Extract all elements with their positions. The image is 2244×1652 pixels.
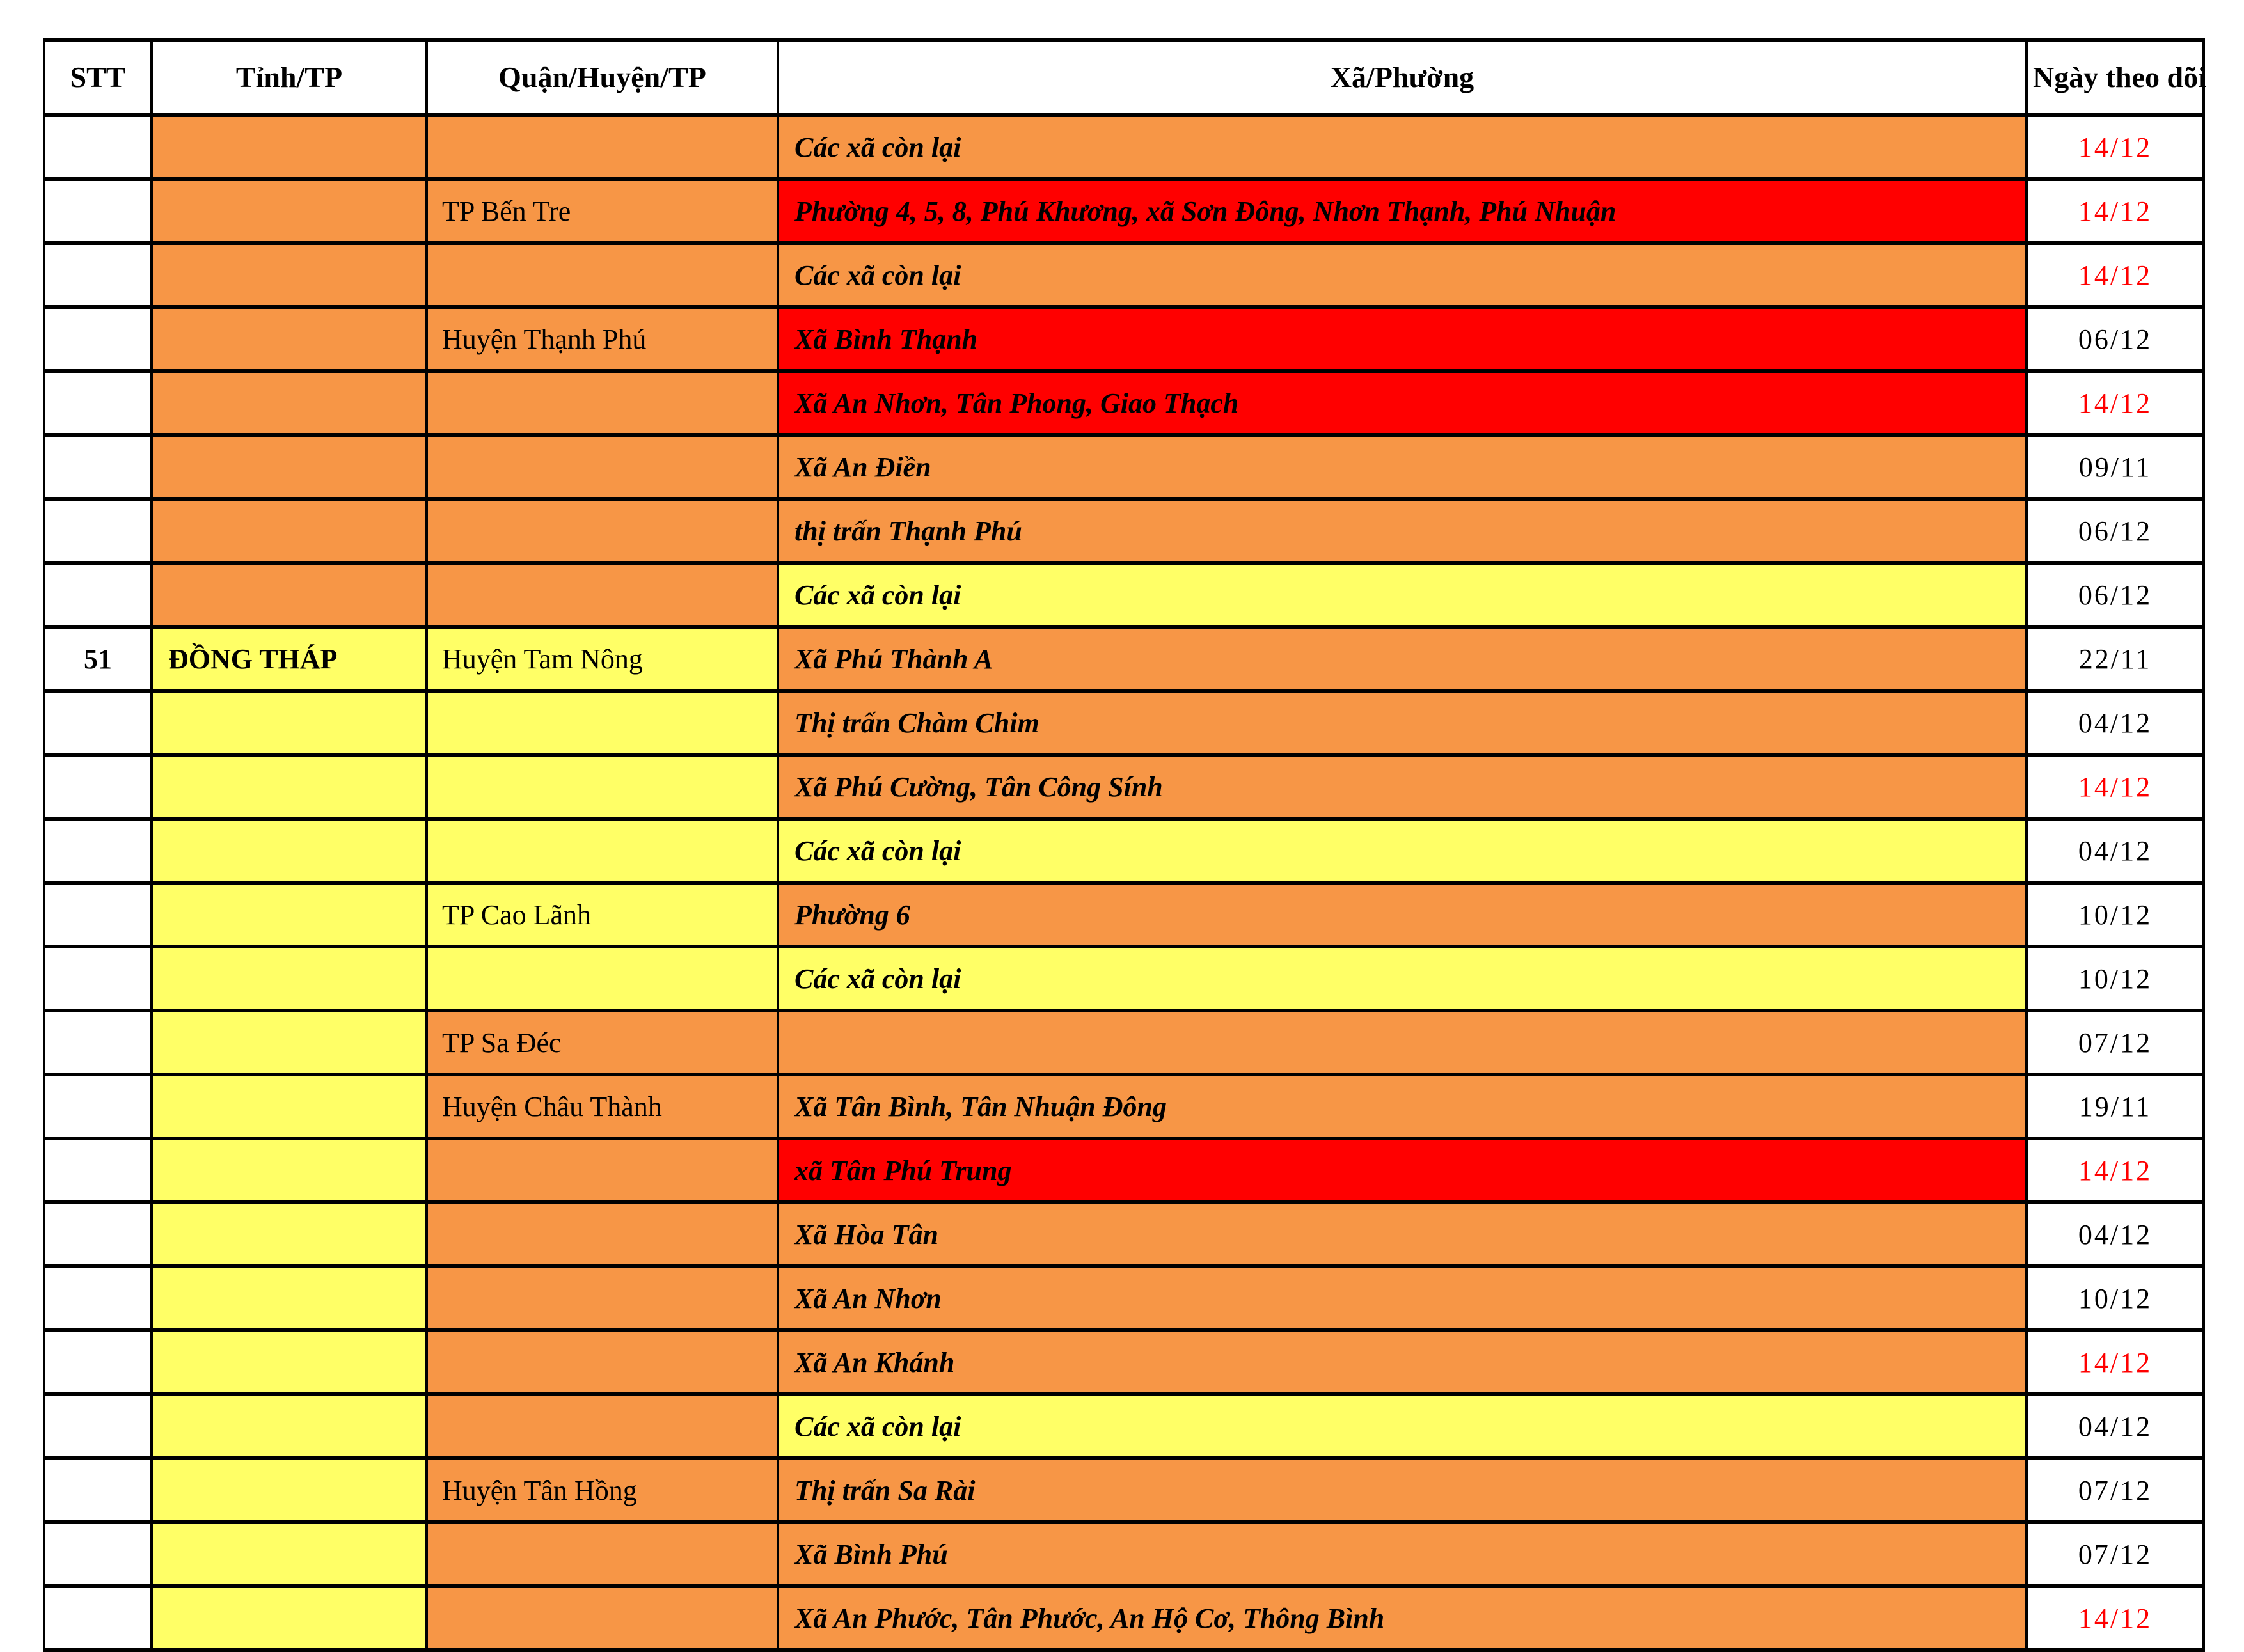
ward-cell: Các xã còn lại — [778, 1394, 2027, 1458]
table-row — [44, 499, 2204, 563]
table-row — [44, 179, 2204, 243]
table-row — [44, 1011, 2204, 1074]
follow-date-cell: 14/12 — [2027, 179, 2204, 243]
ward-cell: Thị trấn Chàm Chim — [778, 691, 2027, 755]
stt-cell — [44, 947, 152, 1011]
ward-cell: Xã Hòa Tân — [778, 1202, 2027, 1266]
ward-cell: Xã An Nhơn — [778, 1266, 2027, 1330]
table-row — [44, 947, 2204, 1011]
header-district: Quận/Huyện/TP — [427, 40, 778, 115]
province-cell — [152, 563, 427, 627]
follow-date-cell: 22/11 — [2027, 627, 2204, 691]
stt-cell — [44, 1138, 152, 1202]
follow-date-cell: 10/12 — [2027, 1266, 2204, 1330]
zone-table-wrap — [43, 38, 2205, 1652]
district-cell — [427, 1202, 778, 1266]
province-cell — [152, 691, 427, 755]
stt-cell — [44, 1330, 152, 1394]
stt-cell — [44, 1011, 152, 1074]
district-cell: Huyện Thạnh Phú — [427, 307, 778, 371]
header-ward: Xã/Phường — [778, 40, 2027, 115]
header-follow-date: Ngày theo dõi — [2027, 40, 2204, 115]
province-cell — [152, 1330, 427, 1394]
table-row — [44, 1266, 2204, 1330]
province-cell — [152, 499, 427, 563]
header-province: Tỉnh/TP — [152, 40, 427, 115]
ward-cell: Các xã còn lại — [778, 115, 2027, 179]
table-row — [44, 819, 2204, 883]
table-row — [44, 691, 2204, 755]
ward-cell: Các xã còn lại — [778, 819, 2027, 883]
table-row — [44, 1394, 2204, 1458]
table-row — [44, 307, 2204, 371]
district-cell — [427, 819, 778, 883]
district-cell — [427, 947, 778, 1011]
stt-cell — [44, 435, 152, 499]
table-row — [44, 1202, 2204, 1266]
stt-cell — [44, 1202, 152, 1266]
table-body — [44, 115, 2204, 1650]
province-cell — [152, 1266, 427, 1330]
stt-cell — [44, 243, 152, 307]
follow-date-cell: 14/12 — [2027, 243, 2204, 307]
zone-table — [43, 38, 2205, 1652]
stt-cell — [44, 819, 152, 883]
district-cell — [427, 115, 778, 179]
follow-date-cell: 07/12 — [2027, 1522, 2204, 1586]
stt-cell — [44, 1394, 152, 1458]
header-stt: STT — [44, 40, 152, 115]
follow-date-cell: 14/12 — [2027, 755, 2204, 819]
district-cell — [427, 1330, 778, 1394]
ward-cell: Các xã còn lại — [778, 563, 2027, 627]
table-row — [44, 1330, 2204, 1394]
stt-cell — [44, 499, 152, 563]
province-cell — [152, 243, 427, 307]
province-cell — [152, 1458, 427, 1522]
table-row — [44, 883, 2204, 947]
ward-cell: Xã Tân Bình, Tân Nhuận Đông — [778, 1074, 2027, 1138]
province-cell — [152, 115, 427, 179]
district-cell: Huyện Châu Thành — [427, 1074, 778, 1138]
follow-date-cell: 09/11 — [2027, 435, 2204, 499]
district-cell — [427, 1266, 778, 1330]
follow-date-cell: 06/12 — [2027, 563, 2204, 627]
follow-date-cell: 14/12 — [2027, 371, 2204, 435]
follow-date-cell: 04/12 — [2027, 691, 2204, 755]
table-row — [44, 1586, 2204, 1650]
province-cell — [152, 947, 427, 1011]
follow-date-cell: 19/11 — [2027, 1074, 2204, 1138]
province-cell — [152, 1138, 427, 1202]
table-row — [44, 755, 2204, 819]
district-cell — [427, 1138, 778, 1202]
follow-date-cell: 04/12 — [2027, 1202, 2204, 1266]
district-cell — [427, 563, 778, 627]
province-cell — [152, 819, 427, 883]
follow-date-cell: 06/12 — [2027, 307, 2204, 371]
province-cell — [152, 1394, 427, 1458]
stt-cell — [44, 1522, 152, 1586]
follow-date-cell: 07/12 — [2027, 1458, 2204, 1522]
table-row — [44, 627, 2204, 691]
ward-cell: Xã An Điền — [778, 435, 2027, 499]
stt-cell — [44, 371, 152, 435]
province-cell — [152, 371, 427, 435]
district-cell — [427, 1586, 778, 1650]
follow-date-cell: 14/12 — [2027, 1586, 2204, 1650]
province-cell — [152, 755, 427, 819]
ward-cell: Xã Phú Cường, Tân Công Sính — [778, 755, 2027, 819]
ward-cell: Xã An Nhơn, Tân Phong, Giao Thạch — [778, 371, 2027, 435]
table-row — [44, 1458, 2204, 1522]
district-cell: TP Cao Lãnh — [427, 883, 778, 947]
stt-cell — [44, 755, 152, 819]
follow-date-cell: 14/12 — [2027, 1330, 2204, 1394]
province-cell — [152, 1074, 427, 1138]
district-cell: TP Bến Tre — [427, 179, 778, 243]
table-row — [44, 435, 2204, 499]
table-header — [44, 40, 2204, 115]
district-cell — [427, 499, 778, 563]
stt-cell — [44, 1458, 152, 1522]
table-row — [44, 371, 2204, 435]
province-cell — [152, 435, 427, 499]
ward-cell — [778, 1011, 2027, 1074]
ward-cell: Xã An Phước, Tân Phước, An Hộ Cơ, Thông Bình — [778, 1586, 2027, 1650]
district-cell: TP Sa Đéc — [427, 1011, 778, 1074]
district-cell — [427, 1522, 778, 1586]
ward-cell: xã Tân Phú Trung — [778, 1138, 2027, 1202]
ward-cell: Xã An Khánh — [778, 1330, 2027, 1394]
stt-cell: 51 — [44, 627, 152, 691]
stt-cell — [44, 1586, 152, 1650]
province-cell — [152, 883, 427, 947]
stt-cell — [44, 691, 152, 755]
district-cell — [427, 371, 778, 435]
ward-cell: Xã Phú Thành A — [778, 627, 2027, 691]
table-row — [44, 243, 2204, 307]
province-cell — [152, 1202, 427, 1266]
province-cell — [152, 1011, 427, 1074]
stt-cell — [44, 1074, 152, 1138]
district-cell — [427, 1394, 778, 1458]
province-cell — [152, 1586, 427, 1650]
district-cell: Huyện Tân Hồng — [427, 1458, 778, 1522]
follow-date-cell: 06/12 — [2027, 499, 2204, 563]
ward-cell: Các xã còn lại — [778, 243, 2027, 307]
table-row — [44, 115, 2204, 179]
stt-cell — [44, 1266, 152, 1330]
ward-cell: Phường 4, 5, 8, Phú Khương, xã Sơn Đông, Nhơn Thạnh, Phú Nhuận — [778, 179, 2027, 243]
table-row — [44, 1138, 2204, 1202]
header-row — [44, 40, 2204, 115]
district-cell: Huyện Tam Nông — [427, 627, 778, 691]
stt-cell — [44, 883, 152, 947]
district-cell — [427, 691, 778, 755]
stt-cell — [44, 307, 152, 371]
stt-cell — [44, 179, 152, 243]
district-cell — [427, 243, 778, 307]
table-row — [44, 1074, 2204, 1138]
stt-cell — [44, 563, 152, 627]
ward-cell: Các xã còn lại — [778, 947, 2027, 1011]
follow-date-cell: 14/12 — [2027, 115, 2204, 179]
table-row — [44, 563, 2204, 627]
ward-cell: Xã Bình Thạnh — [778, 307, 2027, 371]
ward-cell: Xã Bình Phú — [778, 1522, 2027, 1586]
table-row — [44, 1522, 2204, 1586]
district-cell — [427, 435, 778, 499]
province-cell: ĐỒNG THÁP — [152, 627, 427, 691]
follow-date-cell: 04/12 — [2027, 819, 2204, 883]
stt-cell — [44, 115, 152, 179]
follow-date-cell: 10/12 — [2027, 883, 2204, 947]
province-cell — [152, 307, 427, 371]
follow-date-cell: 07/12 — [2027, 1011, 2204, 1074]
province-cell — [152, 179, 427, 243]
ward-cell: thị trấn Thạnh Phú — [778, 499, 2027, 563]
province-cell — [152, 1522, 427, 1586]
ward-cell: Phường 6 — [778, 883, 2027, 947]
ward-cell: Thị trấn Sa Rài — [778, 1458, 2027, 1522]
follow-date-cell: 14/12 — [2027, 1138, 2204, 1202]
district-cell — [427, 755, 778, 819]
follow-date-cell: 04/12 — [2027, 1394, 2204, 1458]
follow-date-cell: 10/12 — [2027, 947, 2204, 1011]
